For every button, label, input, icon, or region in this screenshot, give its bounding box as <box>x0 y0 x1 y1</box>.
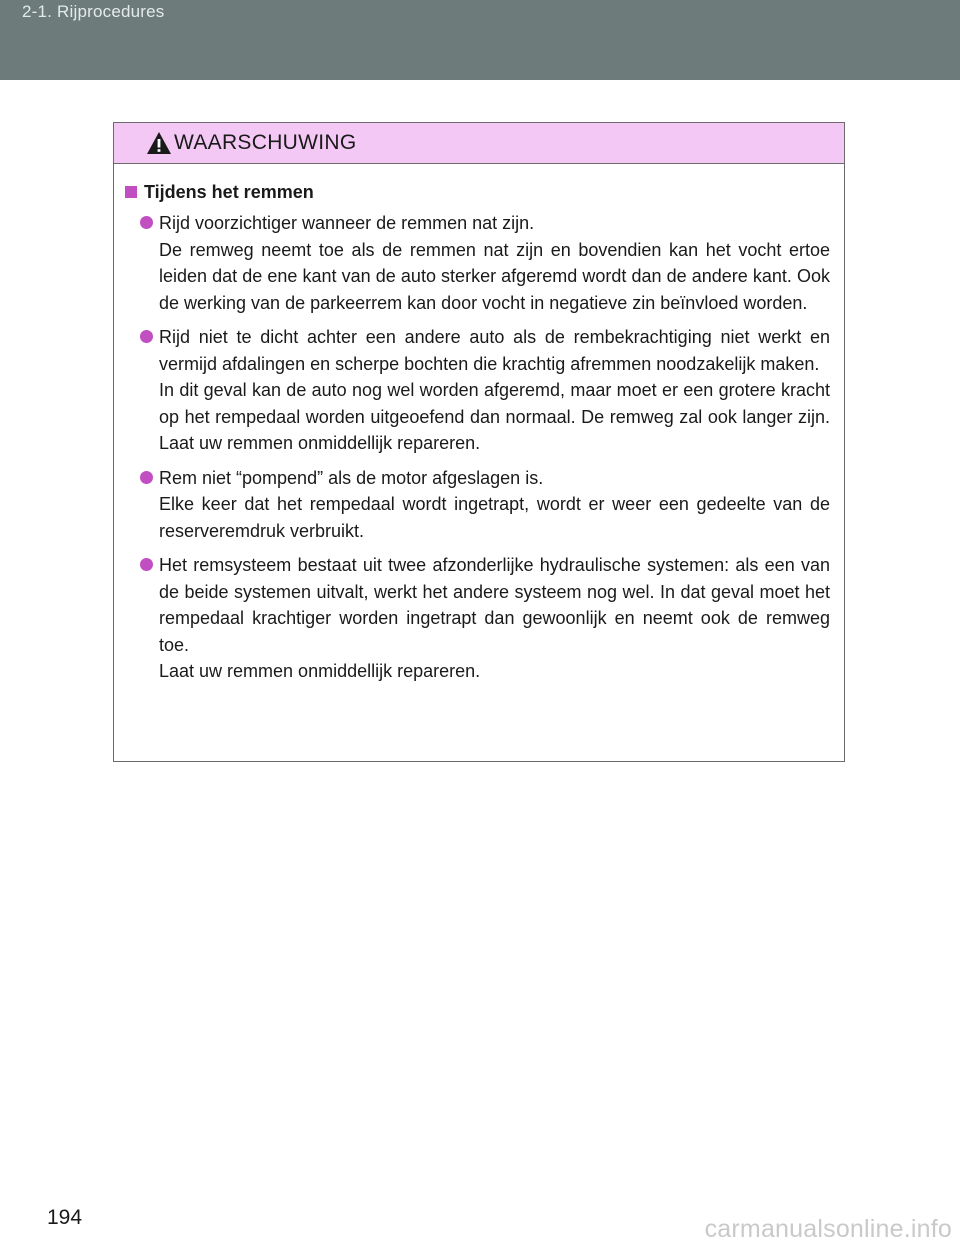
subheading-text: Tijdens het remmen <box>144 182 314 202</box>
warning-list <box>125 210 830 685</box>
bullet-dot-icon <box>140 558 153 571</box>
item-lead: Rijd voorzichtiger wanneer de remmen nat zijn. <box>159 213 535 233</box>
item-lead: Rijd niet te dicht achter een andere auto als de rembekrachtiging niet werkt en vermijd afdalingen en scherpe bochten die krachtig afremmen noodzakelijk maken. <box>159 327 830 374</box>
item-detail: Elke keer dat het rempedaal wordt ingetrapt, wordt er weer een gedeelte van de reserveremdruk verbruikt. <box>159 494 830 541</box>
item-lead: Rem niet “pompend” als de motor afgeslagen is. <box>159 467 544 488</box>
item-lead: Het remsysteem bestaat uit twee afzonderlijke hydraulische systemen: als een van de beide systemen uitvalt, werkt het andere systeem nog wel. In dat geval moet het rempedaal krachtiger worden ingetrapt dan gewoonlijk en neemt ook de remweg toe. <box>159 555 830 655</box>
warning-body <box>114 164 844 685</box>
list-item <box>125 210 830 316</box>
list-item <box>125 324 830 457</box>
watermark: carmanualsonline.info <box>704 1215 952 1243</box>
section-title: 2-1. Rijprocedures <box>22 2 165 21</box>
warning-triangle-icon <box>146 131 172 155</box>
subheading <box>125 180 830 204</box>
bullet-dot-icon <box>140 216 153 229</box>
warning-box <box>113 122 845 762</box>
list-item <box>125 465 830 545</box>
page-number: 194 <box>47 1206 83 1229</box>
item-detail: In dit geval kan de auto nog wel worden afgeremd, maar moet er een grotere kracht op het rempedaal worden uitgeoefend dan normaal. De remweg zal ook langer zijn. Laat uw remmen onmiddellijk repareren. <box>159 380 830 453</box>
warning-header <box>114 123 844 164</box>
item-detail: De remweg neemt toe als de remmen nat zijn en bovendien kan het vocht ertoe leiden dat de ene kant van de auto sterker afgeremd wordt dan de andere kant. Ook de werking van de parkeerrem kan door vocht in negatieve zin beïnvloed worden. <box>159 239 830 313</box>
bullet-dot-icon <box>140 330 153 343</box>
header-bar <box>0 0 960 80</box>
bullet-dot-icon <box>140 471 153 484</box>
warning-title: WAARSCHUWING <box>174 131 357 154</box>
square-bullet-icon <box>125 186 137 198</box>
list-item <box>125 552 830 685</box>
item-detail: Laat uw remmen onmiddellijk repareren. <box>159 661 481 681</box>
